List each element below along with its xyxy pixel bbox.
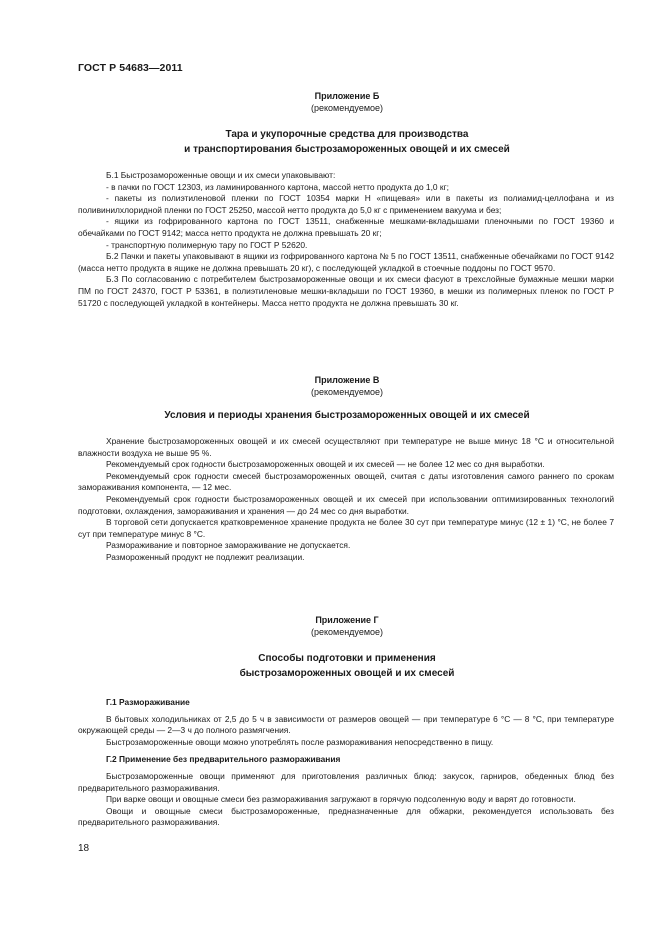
annex-g-subsection-2-heading: Г.2 Применение без предварительного размораживания bbox=[106, 754, 341, 765]
annex-b-paragraph: - транспортную полимерную тару по ГОСТ Р 52620. bbox=[106, 239, 308, 250]
annex-g-heading bbox=[78, 651, 616, 681]
annex-b-paragraph: Б.2 Пачки и пакеты упаковывают в ящики из гофрированного картона № 5 по ГОСТ 13511, снабженные обечайками по ГОСТ 9142 (масса нетто продукта в ящике не должна превышать 20 кг), с последующей укладкой в стоечные поддоны по ГОСТ 9570. bbox=[78, 251, 614, 273]
annex-g-heading-line2: быстрозамороженных овощей и их смесей bbox=[239, 668, 455, 679]
annex-v-status: (рекомендуемое) bbox=[310, 387, 384, 397]
annex-v-heading bbox=[78, 408, 616, 423]
annex-b-paragraph: - ящики из гофрированного картона по ГОСТ 13511, снабженные мешками-вкладышами пленочными по ГОСТ 19360 и обечайками по ГОСТ 9142; масса нетто продукта не должна превышать 20 кг; bbox=[78, 216, 614, 238]
annex-v-paragraph: Размораживание и повторное замораживание не допускается. bbox=[106, 540, 351, 551]
annex-b-title-block bbox=[78, 90, 616, 114]
annex-v-paragraph: Размороженный продукт не подлежит реализации. bbox=[106, 551, 305, 562]
annex-v-paragraph: Рекомендуемый срок годности быстрозамороженных овощей и их смесей при использовании оптимизированных технологий подготовки, охлаждения, замораживания и хранения — до 24 мес со дня выработки. bbox=[78, 493, 614, 516]
annex-v-title-block bbox=[78, 374, 616, 398]
annex-v-title: Приложение В bbox=[314, 375, 380, 385]
document-header: ГОСТ Р 54683—2011 bbox=[78, 62, 183, 74]
annex-g-heading-line1: Способы подготовки и применения bbox=[258, 653, 436, 664]
annex-b-heading-line2: и транспортирования быстрозамороженных овощей и их смесей bbox=[184, 144, 510, 155]
page-number: 18 bbox=[78, 843, 90, 854]
annex-b-status: (рекомендуемое) bbox=[310, 103, 384, 113]
annex-g-paragraph: Овощи и овощные смеси быстрозамороженные, предназначенные для обжарки, рекомендуется использовать без предварительного размораживания. bbox=[78, 805, 614, 828]
annex-b-heading-line1: Тара и укупорочные средства для производства bbox=[225, 129, 469, 140]
annex-b-paragraph: Б.1 Быстрозамороженные овощи и их смеси упаковывают: bbox=[106, 170, 336, 180]
annex-b-paragraph: - в пачки по ГОСТ 12303, из ламинированного картона, массой нетто продукта до 1,0 кг; bbox=[106, 181, 449, 192]
annex-v-body bbox=[78, 436, 614, 564]
annex-v-paragraph: Хранение быстрозамороженных овощей и их смесей осуществляют при температуре не выше минус 18 °С и относительной влажности воздуха не выше 95 %. bbox=[78, 436, 614, 458]
annex-v-paragraph: Рекомендуемый срок годности быстрозамороженных овощей и их смесей — не более 12 мес со дня выработки. bbox=[106, 459, 545, 470]
annex-b-paragraph: - пакеты из полиэтиленовой пленки по ГОСТ 10354 марки Н «пищевая» или в пакеты из полиамид-целлофана и из поливинилхлоридной пленки по ГОСТ 25250, массой нетто продукта до 5,0 кг с применением вакуума и без; bbox=[78, 193, 614, 215]
annex-b-paragraph: Б.3 По согласованию с потребителем быстрозамороженные овощи и их смеси фасуют в трехслойные бумажные мешки марки ПМ по ГОСТ 24370, ГОСТ Р 53361, в полиэтиленовые мешки-вкладыши по ГОСТ 19360, в мешки из полимерных пленок по ГОСТ Р 51720 с последующей укладкой в контейнеры. Масса нетто продукта не должна превышать 30 кг. bbox=[78, 274, 614, 308]
annex-v-heading-line: Условия и периоды хранения быстрозамороженных овощей и их смесей bbox=[164, 410, 530, 421]
annex-g-paragraph: Быстрозамороженные овощи применяют для приготовления различных блюд: закусок, гарниров, обеденных блюд без предварительного размораживания. bbox=[78, 770, 614, 793]
annex-g-paragraph: Быстрозамороженные овощи можно употреблять после размораживания непосредственно в пищу. bbox=[106, 736, 494, 747]
annex-g-paragraph: При варке овощи и овощные смеси без размораживания загружают в горячую подсоленную воду и варят до готовности. bbox=[106, 794, 576, 805]
annex-b-body bbox=[78, 170, 614, 309]
annex-b-title: Приложение Б bbox=[314, 91, 380, 101]
annex-g-subsection-1-heading: Г.1 Размораживание bbox=[106, 697, 190, 707]
annex-b-heading bbox=[78, 127, 616, 157]
annex-g-status: (рекомендуемое) bbox=[310, 627, 384, 637]
annex-g-paragraph: В бытовых холодильниках от 2,5 до 5 ч в зависимости от размеров овощей — при температуре 6 °С — 8 °С, при температуре окружающей среды — 2—3 ч до полного размягчения. bbox=[78, 713, 614, 736]
annex-g-body bbox=[78, 697, 614, 829]
annex-g-title: Приложение Г bbox=[315, 615, 379, 625]
annex-v-paragraph: Рекомендуемый срок годности смесей быстрозамороженных овощей, считая с даты изготовления самого раннего по срокам замораживания компонента, — 12 мес. bbox=[78, 470, 614, 493]
annex-v-paragraph: В торговой сети допускается кратковременное хранение продукта не более 30 сут при температуре минус (12 ± 1) °С, не более 7 сут при температуре минус 8 °С. bbox=[78, 517, 614, 539]
annex-g-title-block bbox=[78, 614, 616, 638]
